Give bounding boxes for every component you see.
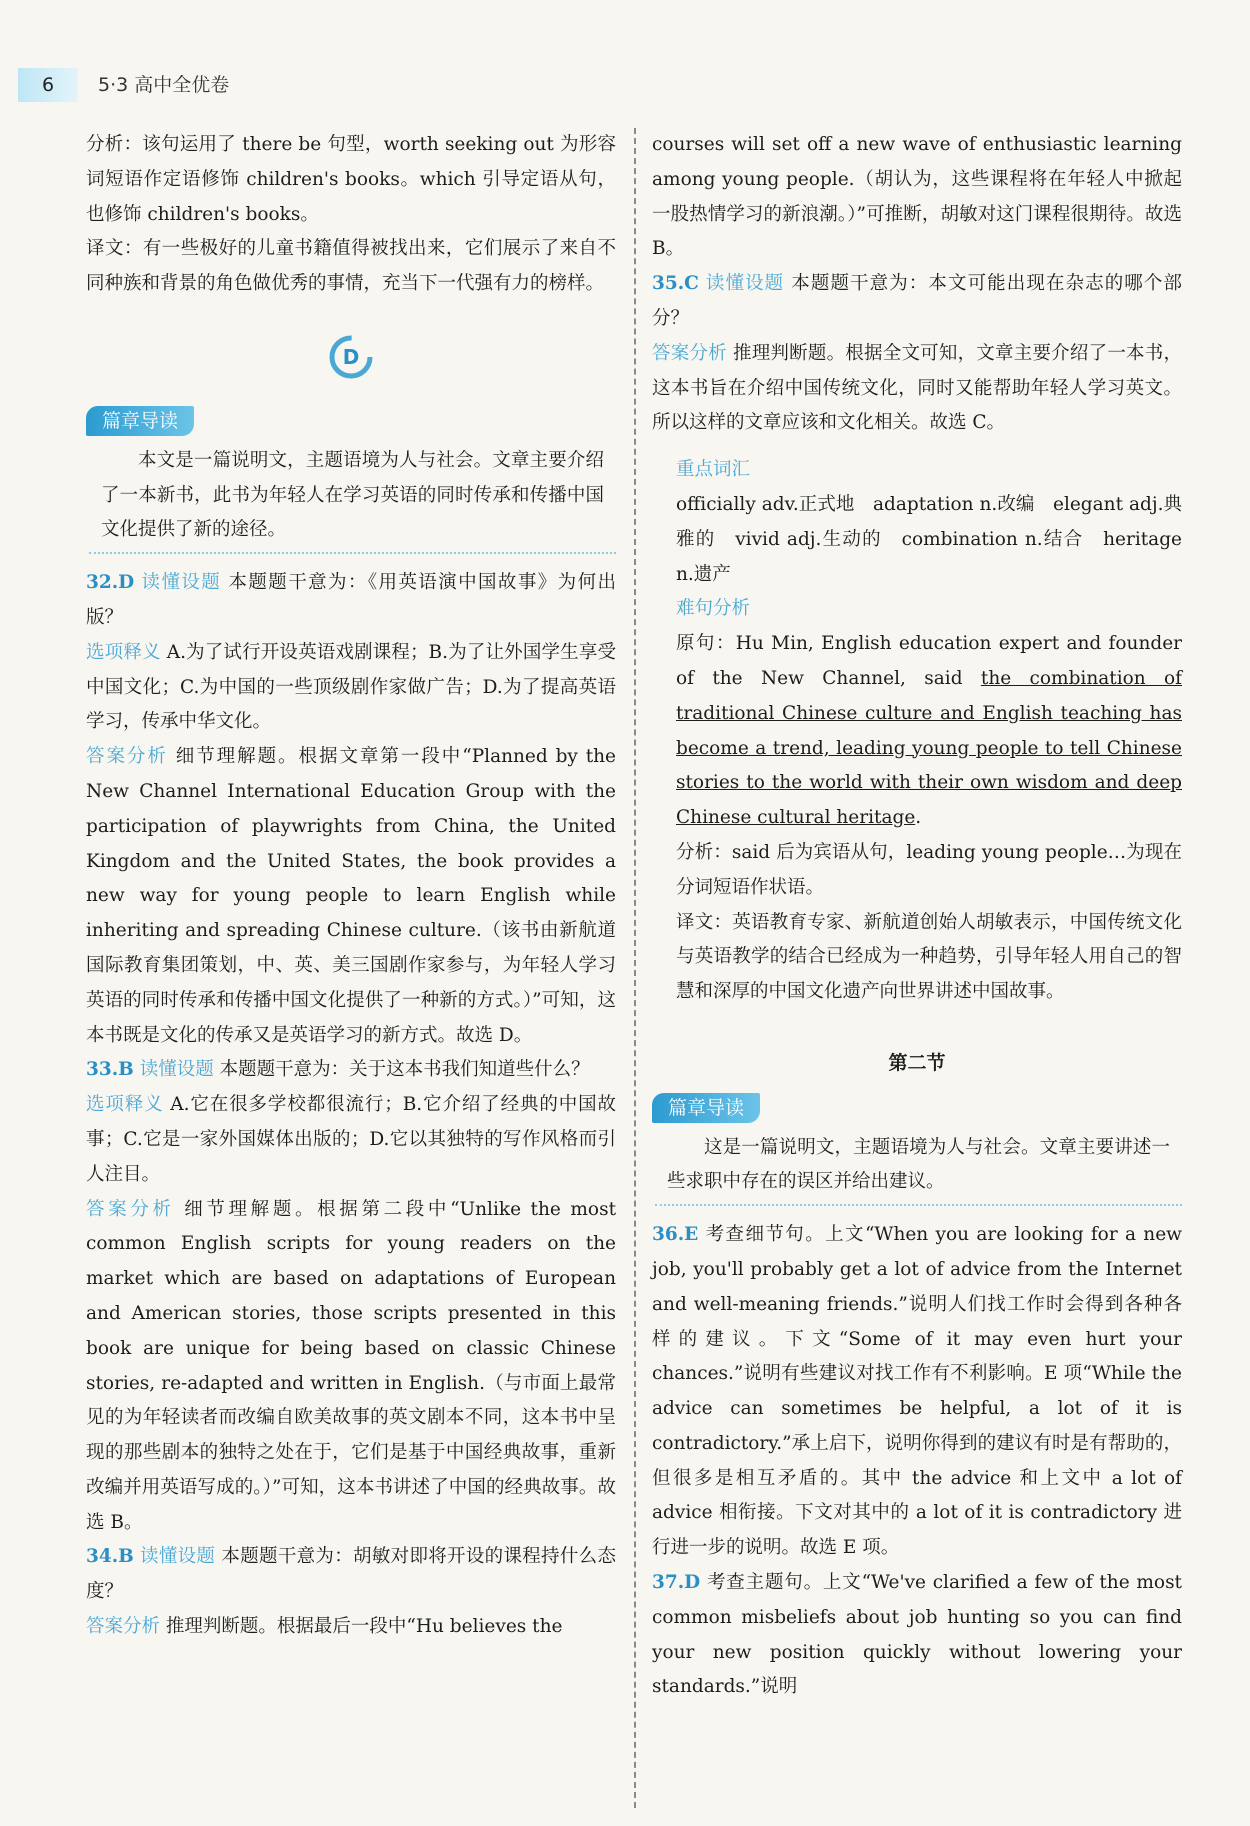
q32-answer: [86, 740, 616, 1053]
q36-text: 考查细节句。上文“When you are looking for a new job, you'll probably get a lot of advice from the Internet and well-meaning friends.”说明人们找工作时会得到各种各样的建议。下文“Some of it may even hurt your chances.”说明有些建议对找工作有不利影响。E 项“While the advice can sometimes be helpful, a lot of it is contradictory.”承上启下，说明你得到的建议有时是有帮助的，但很多是相互矛盾的。其中 the advice 和上文中 a lot of advice 相衔接。下文对其中的 a lot of it is contradictory 进行进一步的说明。故选 E 项。: [652, 1224, 1182, 1559]
intro-label: 篇章导读: [86, 406, 194, 436]
q35-number: 35.C: [652, 273, 699, 295]
intro-box: [86, 440, 616, 554]
q32-tag: 读懂设题: [141, 572, 222, 594]
intro-label-2: 篇章导读: [652, 1093, 760, 1123]
vocab-block: [652, 453, 1182, 1010]
q32-text: 本题题干意为：《用英语演中国故事》为何出版？: [86, 572, 616, 628]
q34-number: 34.B: [86, 1546, 134, 1568]
difficult-sentence-heading: 难句分析: [676, 598, 751, 620]
sentence-analysis: 分析：said 后为宾语从句，leading young people…为现在分词短语作状语。: [676, 841, 1182, 898]
q33-answer-text: 细节理解题。根据第二段中“Unlike the most common English scripts for young readers on the market which are based on adaptations of European and American stories, those scripts presented in this book are unique for being based on classic Chinese stories, re-adapted and written in English.（与市面上最常见的为年轻读者而改编自欧美故事的英文剧本不同，这本书中呈现的那些剧本的独特之处在于，它们是基于中国经典故事，重新改编并用英语写成的。）”可知，这本书讲述了中国的经典故事。故选 B。: [86, 1198, 616, 1533]
q34-text: 本题题干意为：胡敏对即将开设的课程持什么态度？: [86, 1546, 616, 1603]
q34-answer-tag: 答案分析: [86, 1616, 161, 1638]
q32-options-tag: 选项释义: [86, 641, 161, 663]
section-d-badge: [86, 332, 616, 382]
page-number: 6: [18, 68, 78, 102]
q33-options-tag: 选项释义: [86, 1094, 164, 1116]
book-title: 5·3 高中全优卷: [98, 74, 230, 96]
q34-tag: 读懂设题: [140, 1546, 216, 1568]
q35: [652, 267, 1182, 337]
intro-text: 本文是一篇说明文，主题语境为人与社会。文章主要介绍了一本新书，此书为年轻人在学习英语的同时传承和传播中国文化提供了新的途径。: [101, 449, 604, 541]
q37-number: 37.D: [652, 1572, 701, 1594]
q35-text: 本题题干意为：本文可能出现在杂志的哪个部分？: [652, 273, 1182, 329]
q37-text: 考查主题句。上文“We've clarified a few of the most common misbeliefs about job hunting so you can find your new position quickly without lowering your standards.”说明: [652, 1572, 1182, 1698]
section-title: 第二节: [888, 1051, 946, 1074]
badge-letter: D: [342, 344, 360, 369]
q33-number: 33.B: [86, 1059, 134, 1081]
d-circle-icon: [326, 332, 376, 382]
q33-tag: 读懂设题: [139, 1059, 214, 1081]
original-sentence-start: 原句：Hu Min, English education expert and founder of the New Channel, said: [676, 633, 1182, 689]
q33-options: [86, 1088, 616, 1192]
q34-answer-text: 推理判断题。根据最后一段中“Hu believes the: [165, 1616, 563, 1638]
original-sentence: [676, 627, 1182, 836]
vocab-heading: 重点词汇: [676, 459, 751, 481]
q33-answer: [86, 1193, 616, 1541]
q32-options: [86, 636, 616, 740]
q32-options-text: A.为了试行开设英语戏剧课程；B.为了让外国学生享受中国文化；C.为中国的一些顶级剧作家做广告；D.为了提高英语学习，传承中华文化。: [86, 641, 616, 733]
analysis-paragraph: 分析：该句运用了 there be 句型，worth seeking out 为形容词短语作定语修饰 children's books。which 引导定语从句，也修饰 children's books。: [86, 134, 616, 225]
q32-answer-text: 细节理解题。根据文章第一段中“Planned by the New Channel International Education Group with the participation of playwrights from China, the United Kingdom and the United States, the book provides a new way for young people to learn English while inheriting and spreading Chinese culture.（该书由新航道国际教育集团策划，中、英、美三国剧作家参与，为年轻人学习英语的同时传承和传播中国文化提供了一种新的方式。）”可知，这本书既是文化的传承又是英语学习的新方式。故选 D。: [86, 746, 617, 1046]
right-column: [652, 128, 1182, 1705]
q34-answer: [86, 1610, 616, 1645]
q32-number: 32.D: [86, 572, 135, 594]
sentence-translation: 译文：英语教育专家、新航道创始人胡敏表示，中国传统文化与英语教学的结合已经成为一种趋势，引导年轻人用自己的智慧和深厚的中国文化遗产向世界讲述中国故事。: [676, 911, 1182, 1003]
translation-paragraph: 译文：有一些极好的儿童书籍值得被找出来，它们展示了来自不同种族和背景的角色做优秀的事情，充当下一代强有力的榜样。: [86, 238, 616, 295]
page-header: [18, 68, 418, 102]
q37: [652, 1566, 1182, 1705]
q34: [86, 1540, 616, 1610]
q33: [86, 1053, 616, 1088]
column-divider: [634, 128, 636, 1808]
q35-answer: [652, 337, 1182, 441]
vocab-list: officially adv.正式地 adaptation n.改编 elegant adj.典雅的 vivid adj.生动的 combination n.结合 heritage n.遗产: [676, 493, 1182, 585]
q32-answer-tag: 答案分析: [86, 746, 168, 768]
intro-box-2: [652, 1127, 1182, 1207]
left-column: [86, 128, 616, 1645]
q36: [652, 1218, 1182, 1566]
q33-text: 本题题干意为：关于这本书我们知道些什么？: [219, 1059, 590, 1081]
q33-answer-tag: 答案分析: [86, 1198, 175, 1220]
q34-continued: courses will set off a new wave of enthusiastic learning among young people.（胡认为，这些课程将在年轻人中掀起一股热情学习的新浪潮。）”可推断，胡敏对这门课程很期待。故选 B。: [652, 134, 1182, 260]
q33-options-text: A.它在很多学校都很流行；B.它介绍了经典的中国故事；C.它是一家外国媒体出版的；D.它以其独特的写作风格而引人注目。: [86, 1094, 616, 1185]
q35-answer-text: 推理判断题。根据全文可知，文章主要介绍了一本书，这本书旨在介绍中国传统文化，同时又能帮助年轻人学习英文。所以这样的文章应该和文化相关。故选 C。: [652, 342, 1182, 434]
intro-text-2: 这是一篇说明文，主题语境为人与社会。文章主要讲述一些求职中存在的误区并给出建议。: [667, 1136, 1170, 1193]
q35-answer-tag: 答案分析: [652, 342, 727, 364]
q32: [86, 566, 616, 636]
q35-tag: 读懂设题: [705, 273, 785, 295]
original-sentence-underlined: the combination of traditional Chinese culture and English teaching has become a trend, leading young people to tell Chinese stories to the world with their own wisdom and deep Chinese cultural heritage: [676, 667, 1182, 829]
q36-number: 36.E: [652, 1224, 699, 1246]
original-sentence-end: .: [915, 807, 922, 829]
